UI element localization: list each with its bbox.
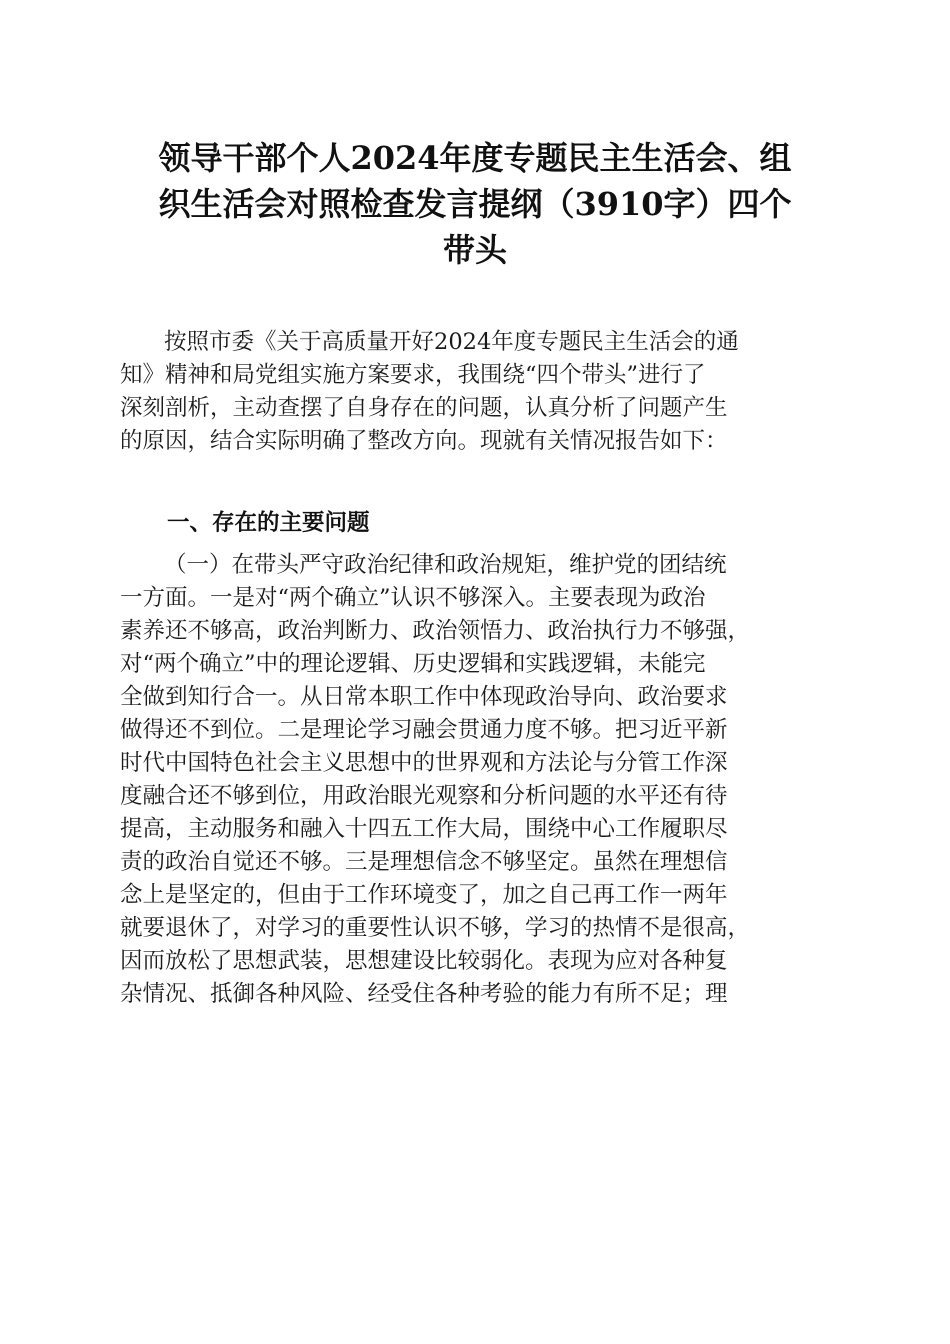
paragraph-line: 对“两个确立”中的理论逻辑、历史逻辑和实践逻辑，未能完 bbox=[120, 651, 706, 677]
document-title bbox=[0, 135, 950, 273]
paragraph-line: 责的政治自觉还不够。三是理想信念不够坚定。虽然在理想信 bbox=[120, 849, 728, 875]
paragraph-line: 的原因，结合实际明确了整改方向。现就有关情况报告如下： bbox=[120, 428, 728, 454]
section-heading: 一、存在的主要问题 bbox=[167, 510, 370, 536]
paragraph-line: 一方面。一是对“两个确立”认识不够深入。主要表现为政治 bbox=[120, 585, 706, 611]
paragraph-line: 深刻剖析，主动查摆了自身存在的问题，认真分析了问题产生 bbox=[120, 395, 728, 421]
paragraph-line: 知》精神和局党组实施方案要求，我围绕“四个带头”进行了 bbox=[120, 362, 706, 388]
paragraph-line: 念上是坚定的，但由于工作环境变了，加之自己再工作一两年 bbox=[120, 882, 728, 908]
title-line: 织生活会对照检查发言提纲（3910字）四个 bbox=[158, 185, 792, 223]
main-paragraph bbox=[120, 549, 840, 1011]
paragraph-line: （一）在带头严守政治纪律和政治规矩，维护党的团结统 bbox=[164, 552, 727, 578]
paragraph-line: 做得还不到位。二是理论学习融会贯通力度不够。把习近平新 bbox=[120, 717, 728, 743]
paragraph-line: 时代中国特色社会主义思想中的世界观和方法论与分管工作深 bbox=[120, 750, 728, 776]
title-line: 带头 bbox=[442, 231, 507, 269]
paragraph-line: 度融合还不够到位，用政治眼光观察和分析问题的水平还有待 bbox=[120, 783, 728, 809]
paragraph-line: 提高，主动服务和融入十四五工作大局，围绕中心工作履职尽 bbox=[120, 816, 728, 842]
intro-paragraph bbox=[120, 326, 840, 458]
paragraph-line: 杂情况、抵御各种风险、经受住各种考验的能力有所不足；理 bbox=[120, 981, 728, 1007]
paragraph-line: 因而放松了思想武装，思想建设比较弱化。表现为应对各种复 bbox=[120, 948, 728, 974]
paragraph-line: 就要退休了，对学习的重要性认识不够，学习的热情不是很高， bbox=[120, 915, 751, 941]
title-line: 领导干部个人2024年度专题民主生活会、组 bbox=[158, 139, 792, 177]
paragraph-line: 按照市委《关于高质量开好2024年度专题民主生活会的通 bbox=[164, 329, 739, 355]
paragraph-line: 全做到知行合一。从日常本职工作中体现政治导向、政治要求 bbox=[120, 684, 728, 710]
paragraph-line: 素养还不够高，政治判断力、政治领悟力、政治执行力不够强， bbox=[120, 618, 751, 644]
